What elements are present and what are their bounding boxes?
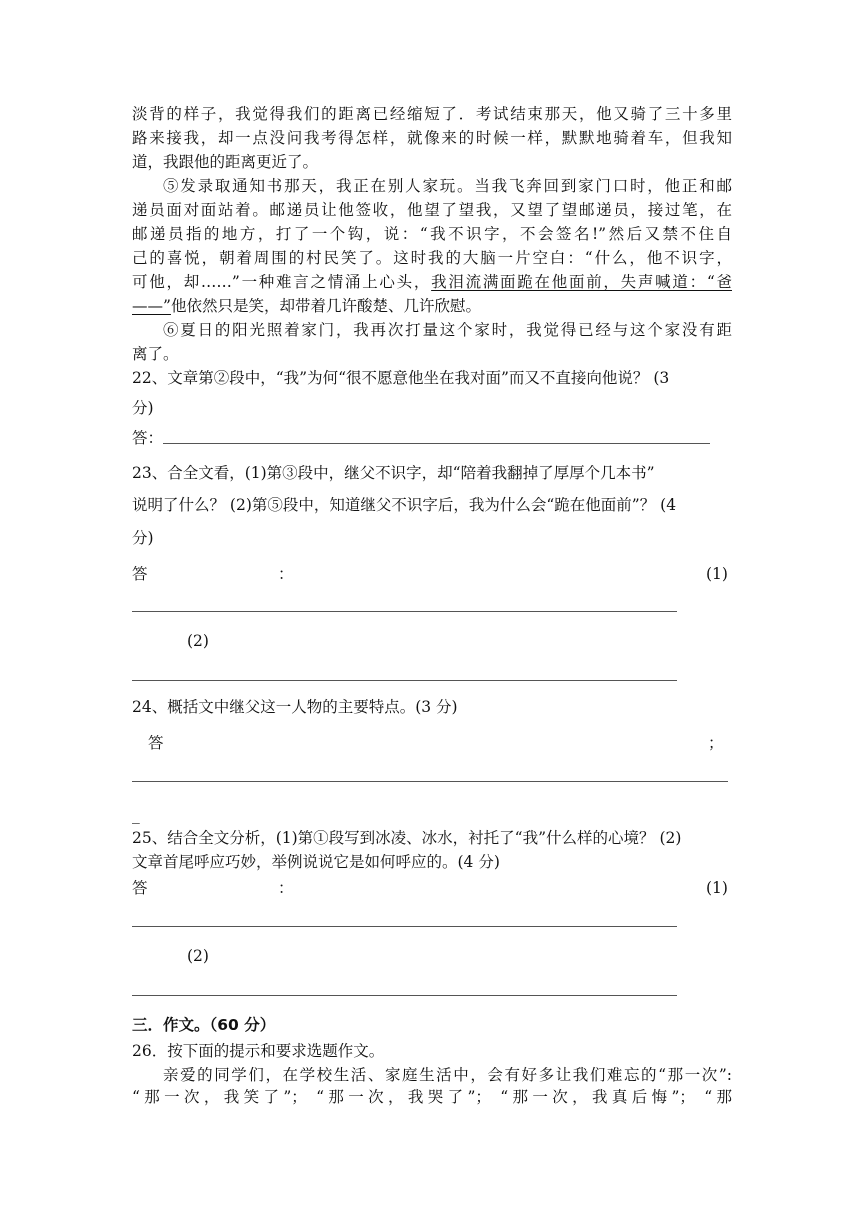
- question-24: 24、概括文中继父这一人物的主要特点。(3 分): [132, 698, 458, 716]
- question-26: 26．按下面的提示和要求选题作文。: [132, 1042, 385, 1060]
- answer-line[interactable]: [132, 680, 677, 681]
- question-22: 22、文章第②段中，“我”为何“很不愿意他坐在我对面”而又不直接向他说？ (3: [132, 369, 670, 387]
- question-23-cont: 分): [132, 529, 154, 547]
- passage-line: [132, 295, 732, 317]
- answer-label: 答: [132, 565, 148, 583]
- passage-line: 己的喜悦，朝着周围的村民笑了。这时我的大脑一片空白：“什么，他不识字，: [132, 249, 732, 267]
- answer-trailing-mark: _: [132, 806, 140, 824]
- passage-line: 递员面对面站着。邮递员让他签收，他望了望我，又望了望邮递员，接过笔，在: [132, 201, 732, 219]
- passage-line: [132, 271, 732, 293]
- passage-line: 道，我跟他的距离更近了。: [132, 153, 319, 171]
- answer-line[interactable]: [132, 611, 677, 612]
- answer-part-label: (2): [187, 947, 209, 965]
- passage-text: 他依然只是笑，却带着几许酸楚、几许欣慰。: [170, 297, 481, 315]
- underlined-text: 我泪流满面跪在他面前，失声喊道：“爸: [431, 273, 732, 291]
- answer-line[interactable]: [132, 995, 677, 996]
- passage-line: 离了。: [132, 345, 179, 363]
- section-heading: 三．作文。（60 分）: [132, 1016, 276, 1034]
- answer-label: 答: [148, 734, 164, 752]
- answer-part-label: (2): [187, 632, 209, 650]
- answer-part-label: (1): [706, 565, 728, 583]
- answer-part-label: (1): [706, 879, 728, 897]
- underlined-text: ——”: [132, 297, 171, 315]
- passage-text: 可他，却……”一种难言之情涌上心头，: [132, 273, 432, 291]
- passage-line: ⑥夏日的阳光照着家门，我再次打量这个家时，我觉得已经与这个家没有距: [163, 321, 732, 339]
- composition-prompt-line: “那一次，我笑了”； “那一次，我哭了”； “那一次，我真后悔”； “那: [132, 1088, 732, 1106]
- answer-separator: ；: [708, 734, 724, 752]
- answer-line[interactable]: [163, 443, 710, 444]
- answer-colon: ：: [278, 565, 294, 583]
- passage-line: 路来接我，却一点没问我考得怎样，就像来的时候一样，默默地骑着车，但我知: [132, 129, 732, 147]
- passage-line: 邮递员指的地方，打了一个钩，说：“我不识字，不会签名!”然后又禁不住自: [132, 225, 732, 243]
- question-25: 25、结合全文分析，(1)第①段写到冰凌、冰水，衬托了“我”什么样的心境？ (2): [132, 829, 682, 847]
- answer-line[interactable]: [132, 781, 728, 782]
- answer-line[interactable]: [132, 926, 677, 927]
- question-22-cont: 分): [132, 399, 154, 417]
- question-23-cont: 说明了什么？ (2)第⑤段中，知道继父不识字后，我为什么会“跪在他面前”？ (4: [132, 496, 677, 514]
- question-23: 23、合全文看，(1)第③段中，继父不识字，却“陪着我翻掉了厚厚个几本书”: [132, 464, 655, 482]
- answer-label: 答: [132, 879, 148, 897]
- answer-label: 答：: [132, 429, 164, 447]
- passage-line: 淡背的样子，我觉得我们的距离已经缩短了．考试结束那天，他又骑了三十多里: [132, 105, 732, 123]
- question-25-cont: 文章首尾呼应巧妙，举例说说它是如何呼应的。(4 分): [132, 853, 500, 871]
- composition-prompt-line: 亲爱的同学们，在学校生活、家庭生活中，会有好多让我们难忘的“那一次”:: [163, 1066, 732, 1084]
- passage-line: ⑤发录取通知书那天，我正在别人家玩。当我飞奔回到家门口时，他正和邮: [163, 177, 732, 195]
- answer-colon: ：: [278, 879, 294, 897]
